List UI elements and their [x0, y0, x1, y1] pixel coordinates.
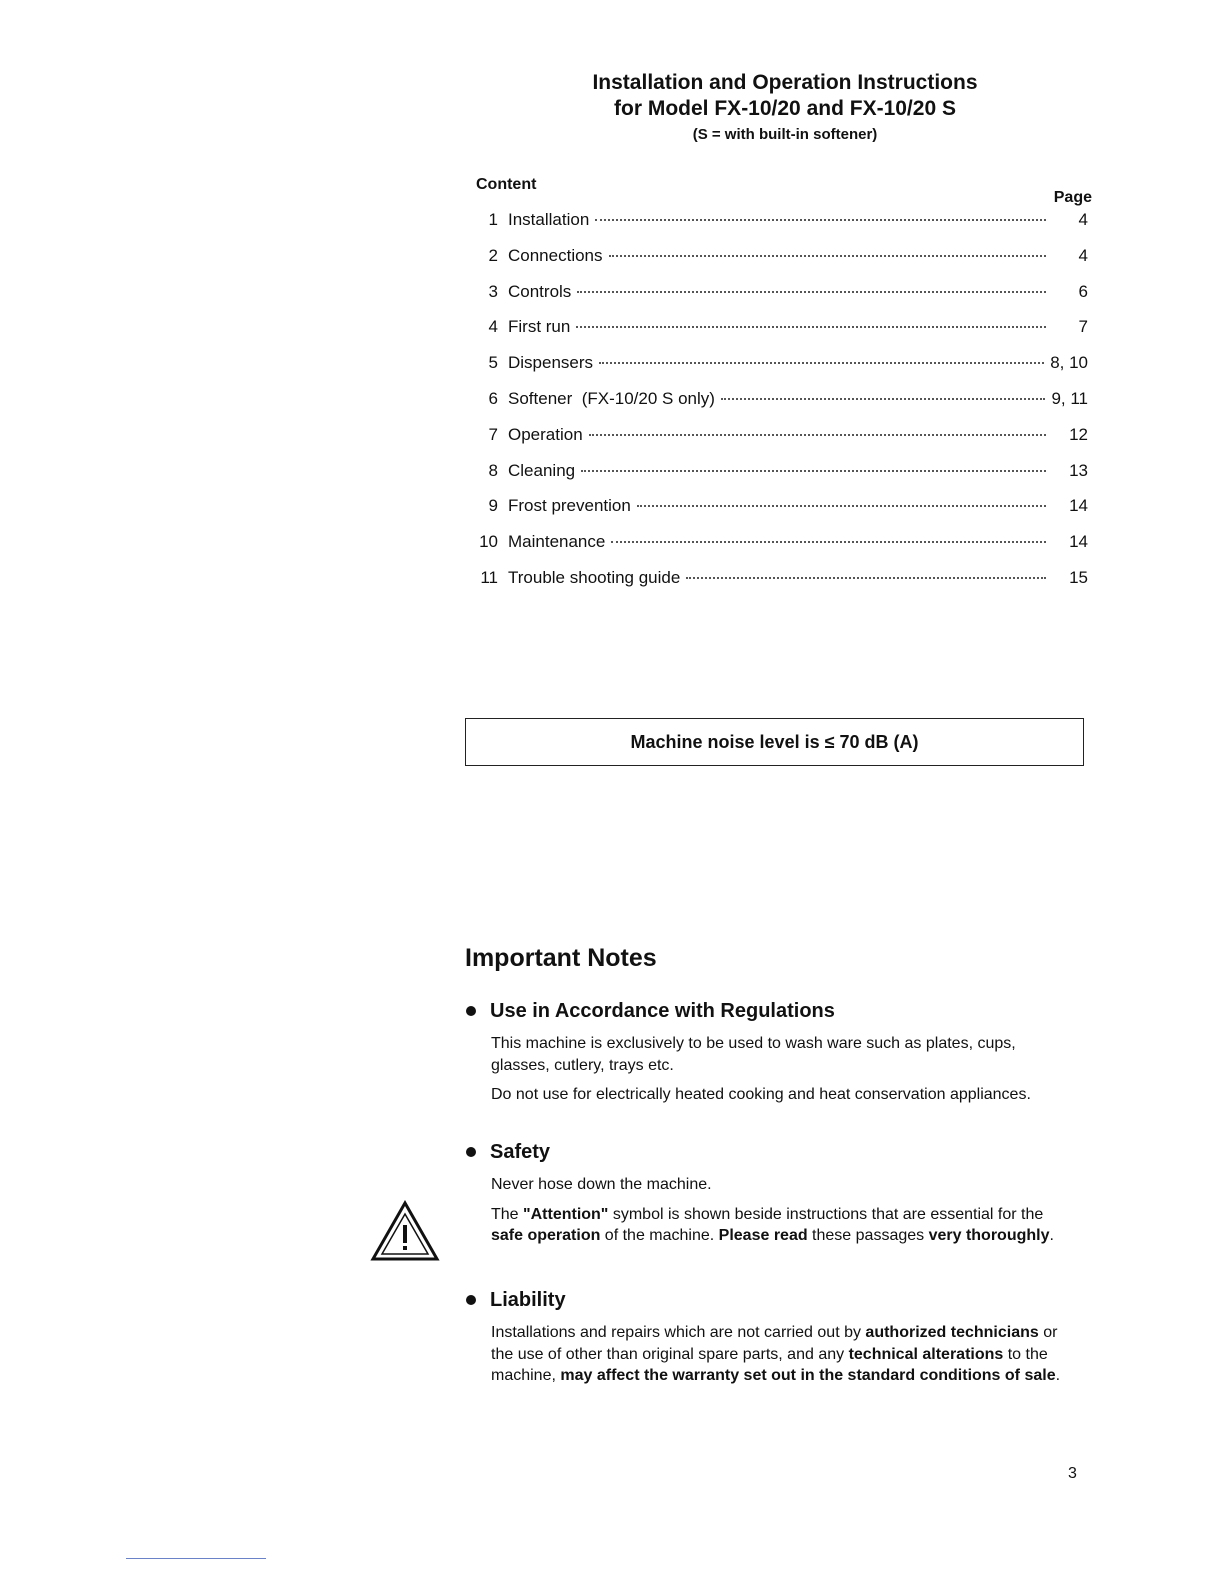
toc-number: 1	[488, 210, 498, 229]
toc-number: 2	[488, 245, 498, 265]
toc-title: Cleaning	[508, 460, 576, 480]
emphasis-text: safe operation	[491, 1227, 601, 1244]
toc-heading: Content	[476, 176, 537, 193]
liability-title: Liability	[490, 1288, 566, 1311]
text-run: Installations and repairs which are not carried out by	[491, 1324, 866, 1341]
section-regulations	[466, 997, 1076, 1114]
toc-page: 6	[1078, 281, 1088, 301]
toc-leader-dots	[609, 255, 1046, 257]
toc-number: 10	[479, 532, 498, 552]
toc-entry-maintenance[interactable]	[466, 532, 1092, 568]
text-run: symbol is shown beside instructions that are essential for the	[608, 1205, 1044, 1223]
attention-term: "Attention"	[523, 1205, 609, 1223]
toc-entry-first-run[interactable]	[466, 317, 1092, 353]
toc-title: Installation	[508, 210, 590, 229]
toc-page: 4	[1078, 210, 1088, 229]
page-number: 3	[1068, 1465, 1077, 1482]
footer-rule	[126, 1558, 266, 1559]
important-notes-heading: Important Notes	[465, 944, 657, 972]
bullet-dot-icon	[466, 1295, 476, 1305]
toc-page: 8, 10	[1050, 353, 1088, 373]
toc-entry-controls[interactable]	[466, 282, 1092, 318]
text-run: or the use of other than original spare parts, and any	[491, 1324, 1058, 1363]
section-liability	[466, 1286, 1076, 1395]
liability-paragraph	[491, 1322, 1076, 1387]
warning-triangle-icon	[370, 1200, 440, 1262]
toc-leader-dots	[576, 326, 1046, 328]
regulations-paragraph-2: Do not use for electrically heated cooking and heat conservation appliances.	[491, 1086, 1031, 1103]
section-body	[491, 1174, 1076, 1247]
safety-title: Safety	[490, 1140, 551, 1163]
toc-leader-dots	[577, 291, 1046, 293]
toc-entry-dispensers[interactable]	[466, 353, 1092, 389]
toc-leader-dots	[721, 398, 1046, 400]
toc-number: 7	[488, 424, 498, 444]
toc-leader-dots	[599, 362, 1044, 364]
text-run: these passages	[807, 1227, 929, 1244]
toc-leader-dots	[589, 434, 1046, 436]
toc-number: 9	[488, 496, 498, 516]
safety-paragraph-1: Never hose down the machine.	[491, 1176, 712, 1193]
toc-title: Dispensers	[508, 353, 594, 373]
toc-number: 4	[488, 317, 498, 337]
section-safety	[466, 1138, 1076, 1255]
regulations-paragraph-1: This machine is exclusively to be used to wash ware such as plates, cups, glasses, cutlery, trays etc.	[491, 1035, 1016, 1074]
section-body	[491, 1033, 1076, 1106]
toc-page: 15	[1069, 567, 1088, 587]
title-subtitle: (S = with built-in softener)	[692, 126, 878, 143]
toc-number: 11	[480, 567, 498, 587]
toc-page: 4	[1078, 245, 1088, 265]
emphasis-text: Please read	[718, 1227, 808, 1244]
toc-page: 7	[1078, 317, 1088, 337]
section-body	[491, 1322, 1076, 1387]
toc-page: 12	[1069, 424, 1088, 444]
regulations-title: Use in Accordance with Regulations	[490, 999, 835, 1022]
toc-page: 14	[1069, 532, 1088, 552]
toc-leader-dots	[686, 577, 1046, 579]
text-run: .	[1049, 1227, 1054, 1244]
text-run: to the machine,	[491, 1345, 1048, 1384]
toc-leader-dots	[581, 470, 1046, 472]
toc-number: 3	[488, 281, 498, 301]
text-run: of the machine.	[600, 1227, 719, 1244]
emphasis-text: very thoroughly	[928, 1227, 1050, 1244]
toc-title: Connections	[508, 245, 603, 265]
safety-paragraph-2	[491, 1204, 1076, 1247]
table-of-contents	[466, 210, 1092, 604]
section-title	[466, 1286, 1076, 1314]
toc-title: First run	[508, 317, 571, 337]
toc-page: 14	[1069, 496, 1088, 516]
toc-entry-operation[interactable]	[466, 425, 1092, 461]
toc-entry-installation[interactable]	[466, 210, 1092, 246]
toc-number: 8	[488, 460, 498, 480]
document-title	[560, 70, 1010, 146]
toc-title: Operation	[508, 424, 583, 444]
toc-leader-dots	[637, 505, 1046, 507]
text-run: .	[1055, 1367, 1061, 1384]
title-line-1: Installation and Operation Instructions	[592, 71, 978, 94]
bullet-dot-icon	[466, 1147, 476, 1157]
text-run: The	[491, 1205, 524, 1223]
toc-title: Frost prevention	[508, 496, 631, 516]
title-line-2: for Model FX-10/20 and FX-10/20 S	[614, 97, 956, 120]
emphasis-text: authorized technicians	[865, 1324, 1039, 1341]
bullet-dot-icon	[466, 1006, 476, 1016]
section-title	[466, 1138, 1076, 1166]
noise-level-notice	[465, 718, 1084, 766]
toc-title: Maintenance	[508, 532, 606, 552]
section-title	[466, 997, 1076, 1025]
toc-entry-connections[interactable]	[466, 246, 1092, 282]
emphasis-text: technical alterations	[848, 1345, 1004, 1363]
toc-page: 13	[1069, 460, 1088, 480]
emphasis-text: may affect the warranty set out in the standard conditions of sale	[560, 1367, 1056, 1384]
toc-page-heading: Page	[1053, 189, 1092, 206]
toc-title: Softener (FX-10/20 S only)	[508, 388, 715, 408]
toc-entry-softener[interactable]	[466, 389, 1092, 425]
noise-level-text: Machine noise level is ≤ 70 dB (A)	[630, 731, 919, 752]
toc-title: Controls	[508, 281, 572, 301]
toc-leader-dots	[595, 219, 1046, 221]
toc-entry-cleaning[interactable]	[466, 461, 1092, 497]
toc-title: Trouble shooting guide	[508, 567, 681, 587]
toc-number: 5	[488, 353, 498, 373]
toc-leader-dots	[611, 541, 1046, 543]
toc-entry-trouble-shooting[interactable]	[466, 568, 1092, 604]
toc-number: 6	[488, 388, 498, 408]
toc-entry-frost-prevention[interactable]	[466, 496, 1092, 532]
toc-page: 9, 11	[1051, 388, 1088, 408]
